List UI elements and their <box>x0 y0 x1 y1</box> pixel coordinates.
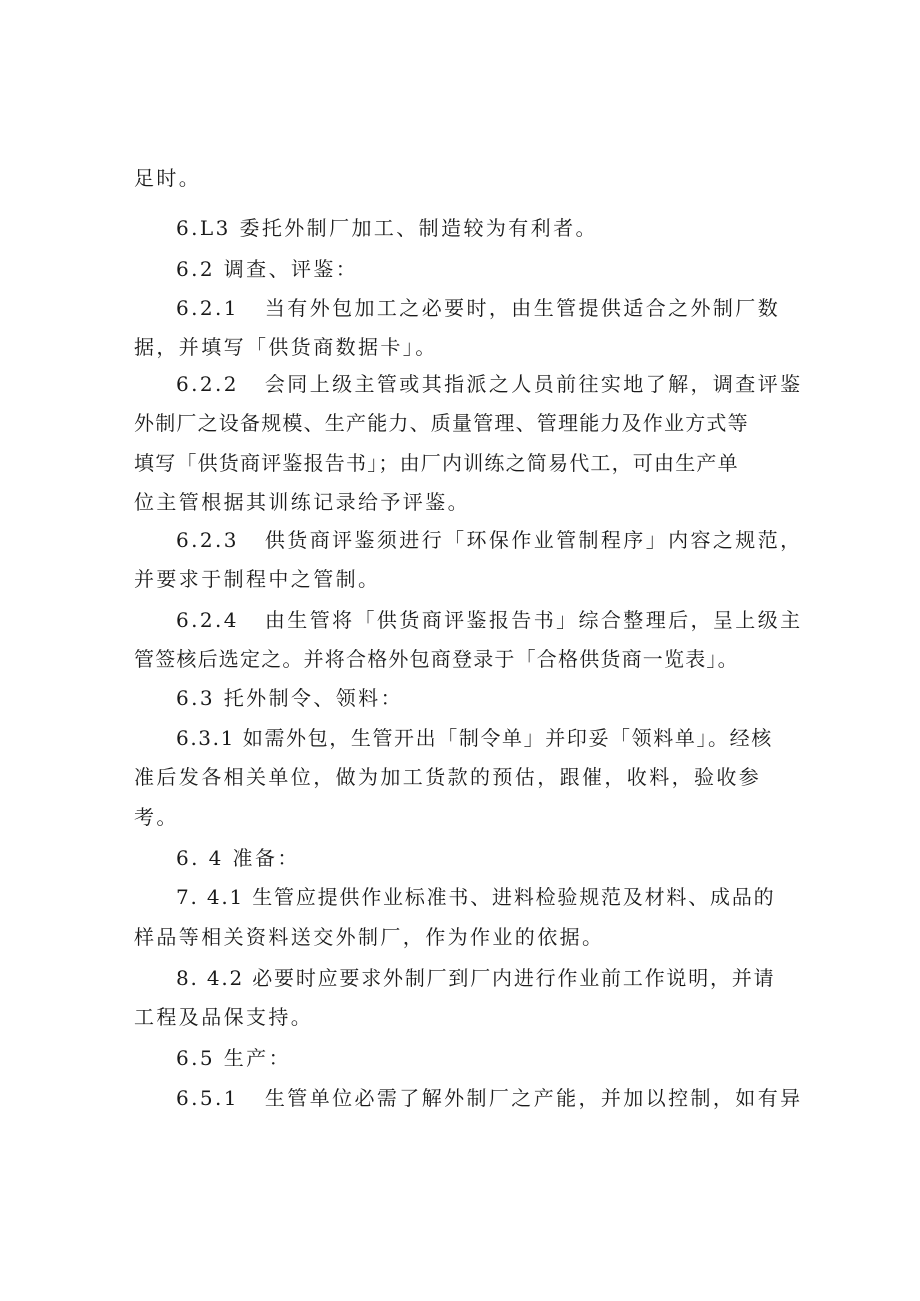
clause-number: 6.2 <box>176 257 216 281</box>
text-line: 填写「供货商评鉴报告书」；由厂内训练之简易代工，可由生产单 <box>134 451 739 475</box>
section-heading-6-5 <box>176 1046 291 1070</box>
clause-number: 6. <box>176 846 200 870</box>
clause-6-2-2 <box>176 372 803 396</box>
clause-text: 供货商评鉴须进行「环保作业管制程序」内容之规范， <box>264 528 803 552</box>
clause-text: 4.1 生管应提供作业标准书、进料检验规范及材料、成品的 <box>206 885 776 909</box>
clause-number: 6.5.1 <box>176 1086 239 1110</box>
text-line: 考。 <box>134 805 179 829</box>
clause-text: 会同上级主管或其指派之人员前往实地了解，调查评鉴 <box>264 372 803 396</box>
clause-number: 7. <box>176 885 199 909</box>
clause-6-4-1 <box>176 885 775 909</box>
clause-6-5-1 <box>176 1086 803 1110</box>
clause-6-2-3 <box>176 528 803 552</box>
clause-text: 委托外制厂加工、制造较为有利者。 <box>239 216 598 240</box>
text-line: 并要求于制程中之管制。 <box>134 567 381 591</box>
clause-text: 由生管将「供货商评鉴报告书」综合整理后，呈上级主 <box>264 608 803 632</box>
clause-number: 8. <box>176 966 199 990</box>
clause-number: 6.2.3 <box>176 528 239 552</box>
text-line: 足时。 <box>134 166 202 190</box>
clause-number: 6.5 <box>176 1046 216 1070</box>
clause-text: 4 准备： <box>208 846 300 870</box>
clause-text: 生产： <box>223 1046 291 1070</box>
clause-6-4-2 <box>176 966 775 990</box>
section-heading-6-2 <box>176 257 358 281</box>
text-line: 准后发各相关单位，做为加工货款的预估，跟催，收料，验收参 <box>134 765 762 789</box>
text-line: 外制厂之设备规模、生产能力、质量管理、管理能力及作业方式等 <box>134 411 749 435</box>
clause-number: 6.2.2 <box>176 372 239 396</box>
text-line: 据，并填写「供货商数据卡」。 <box>134 335 438 359</box>
clause-text: 如需外包，生管开出「制令单」并印妥「领料单」。经核 <box>242 726 773 750</box>
clause-text: 4.2 必要时应要求外制厂到厂内进行作业前工作说明，并请 <box>206 966 776 990</box>
section-heading-6-3 <box>176 686 403 710</box>
clause-number: 6.3 <box>176 686 216 710</box>
clause-text: 当有外包加工之必要时，由生管提供适合之外制厂数 <box>264 296 781 320</box>
clause-number: 6.L3 <box>176 216 231 240</box>
text-line: 管签核后选定之。并将合格外包商登录于「合格供货商一览表」。 <box>134 647 739 671</box>
text-line: 工程及品保支持。 <box>134 1005 314 1029</box>
clause-text: 调查、评鉴： <box>223 257 359 281</box>
text-line: 位主管根据其训练记录给予评鉴。 <box>134 490 470 514</box>
clause-number: 6.2.1 <box>176 296 239 320</box>
clause-number: 6.2.4 <box>176 608 239 632</box>
clause-text: 生管单位必需了解外制厂之产能，并加以控制，如有异 <box>264 1086 803 1110</box>
clause-6-1-3 <box>176 216 598 240</box>
text-line: 样品等相关资料送交外制厂，作为作业的依据。 <box>134 925 605 949</box>
clause-number: 6.3.1 <box>176 726 235 750</box>
clause-text: 托外制令、领料： <box>223 686 403 710</box>
section-heading-6-4 <box>176 846 300 870</box>
clause-6-2-1 <box>176 296 780 320</box>
clause-6-3-1 <box>176 726 773 750</box>
clause-6-2-4 <box>176 608 803 632</box>
